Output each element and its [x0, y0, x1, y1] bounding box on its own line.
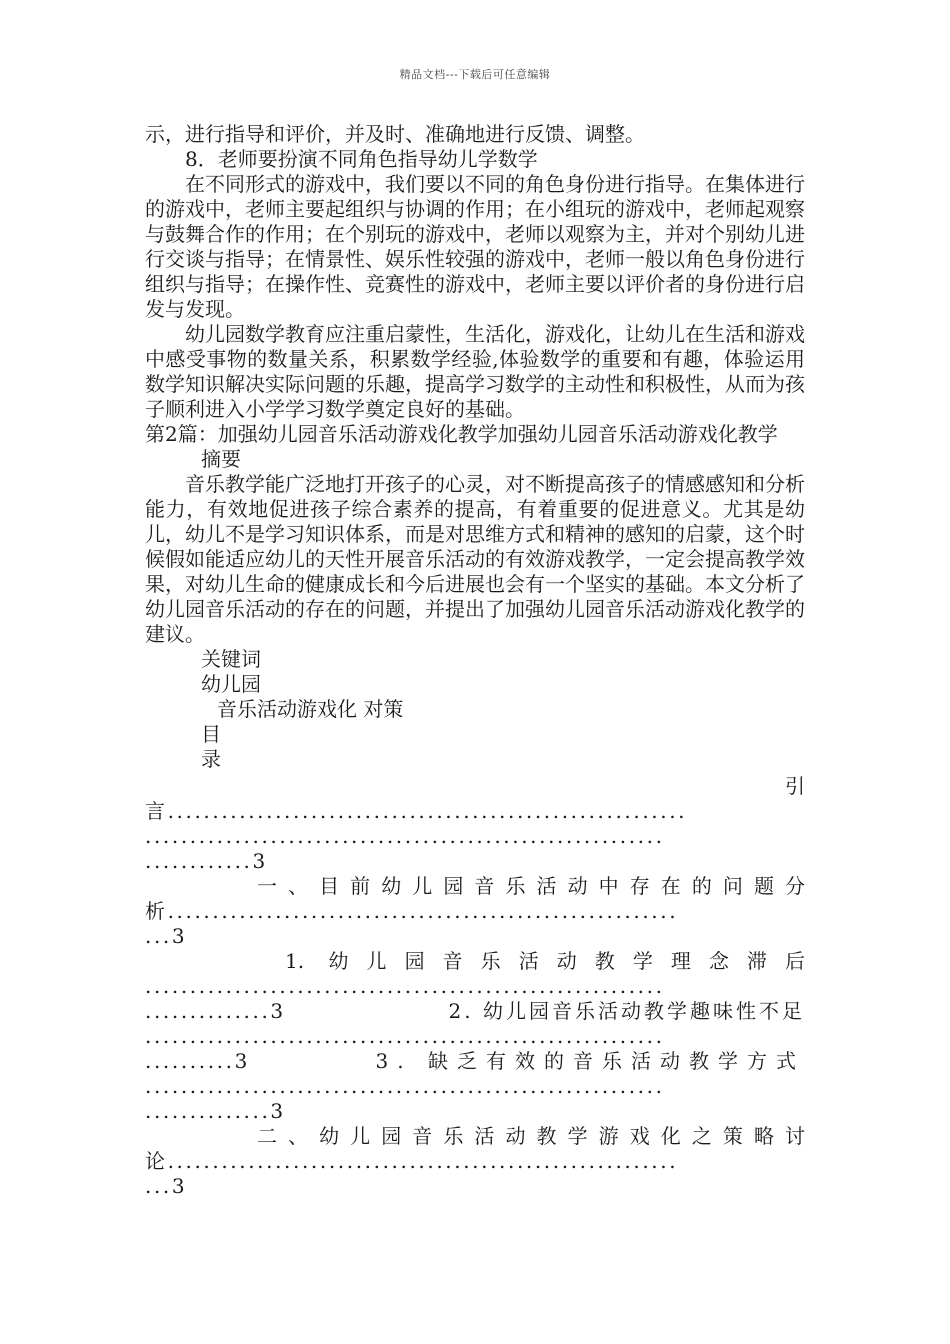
toc-subsection-3-head: 3. 缺乏有效的音乐活动教学方式	[375, 1049, 805, 1073]
toc-section-1-page: ...3	[145, 924, 188, 948]
toc-intro-head: 引	[785, 774, 805, 798]
toc-subsection-2-head: 2. 幼儿园音乐活动教学趣味性不足	[448, 999, 805, 1023]
toc-subsection-2-3-row	[145, 1049, 805, 1074]
abstract-text: 音乐教学能广泛地打开孩子的心灵，对不断提高孩子的情感感知和分析能力，有效地促进孩子综合素养的提高，有着重要的促进意义。尤其是幼儿，幼儿不是学习知识体系，而是对思维方式和精神的感知的启蒙，这个时候假如能适应幼儿的天性开展音乐活动的有效游戏教学，一定会提高教学效果，对幼儿生命的健康成长和今后进展也会有一个坚实的基础。本文分析了幼儿园音乐活动的存在的问题，并提出了加强幼儿园音乐活动游戏化教学的建议。	[145, 472, 805, 646]
heading-8: 8．老师要扮演不同角色指导幼儿学数学	[185, 147, 538, 171]
paragraph-summary: 幼儿园数学教育应注重启蒙性，生活化，游戏化，让幼儿在生活和游戏中感受事物的数量关系，积累数学经验,体验数学的重要和有趣，体验运用数学知识解决实际问题的乐趣，提高学习数学的主动性和积极性，从而为孩子顺利进入小学学习数学奠定良好的基础。	[145, 322, 805, 421]
keyword-2: 音乐活动游戏化 对策	[217, 697, 404, 721]
toc-subsection-3-leader: ..........................................................	[145, 1074, 665, 1098]
table-of-contents	[145, 774, 805, 1199]
article-2-title: 第2篇：加强幼儿园音乐活动游戏化教学加强幼儿园音乐活动游戏化教学	[145, 422, 778, 446]
toc-subsection-2-leader: ..........................................................	[145, 1024, 665, 1048]
toc-intro-leader-2: ..........................................................	[145, 824, 665, 848]
abstract-label: 摘要	[201, 447, 241, 471]
toc-subsection-3-page: ..............3	[145, 1099, 286, 1123]
document-body	[145, 122, 805, 1199]
toc-subsection-1-leader: ..........................................................	[145, 974, 665, 998]
keywords-label: 关键词	[201, 647, 261, 671]
paragraph-1: 示，进行指导和评价，并及时、准确地进行反馈、调整。	[145, 122, 645, 146]
toc-section-2-leader: 论.........................................................	[145, 1149, 679, 1173]
toc-subsection-1-page: ..............3	[145, 999, 286, 1023]
toc-section-1-head: 一、目前幼儿园音乐活动中存在的问题分	[257, 874, 805, 898]
toc-subsection-2-page: ..........3	[145, 1049, 250, 1073]
toc-intro-page: ............3	[145, 849, 268, 873]
page-header: 精品文档---下载后可任意编辑	[399, 68, 551, 81]
toc-intro-leader-1: 言..........................................................	[145, 799, 688, 823]
toc-section-2-page: ...3	[145, 1174, 188, 1198]
paragraph-roles: 在不同形式的游戏中，我们要以不同的角色身份进行指导。在集体进行的游戏中，老师主要起组织与协调的作用；在小组玩的游戏中，老师起观察与鼓舞合作的作用；在个别玩的游戏中，老师以观察为主，并对个别幼儿进行交谈与指导；在情景性、娱乐性较强的游戏中，老师一般以角色身份进行组织与指导；在操作性、竞赛性的游戏中，老师主要以评价者的身份进行启发与发现。	[145, 172, 805, 321]
toc-section-2-head: 二、幼儿园音乐活动教学游戏化之策略讨	[257, 1124, 805, 1148]
toc-subsection-1-2-row	[145, 999, 805, 1024]
toc-label-2: 录	[201, 747, 221, 771]
toc-subsection-1-head: 1. 幼儿园音乐活动教学理念滞后	[285, 949, 805, 973]
toc-label-1: 目	[201, 722, 221, 746]
toc-section-1-leader: 析.........................................................	[145, 899, 679, 923]
keyword-1: 幼儿园	[201, 672, 261, 696]
